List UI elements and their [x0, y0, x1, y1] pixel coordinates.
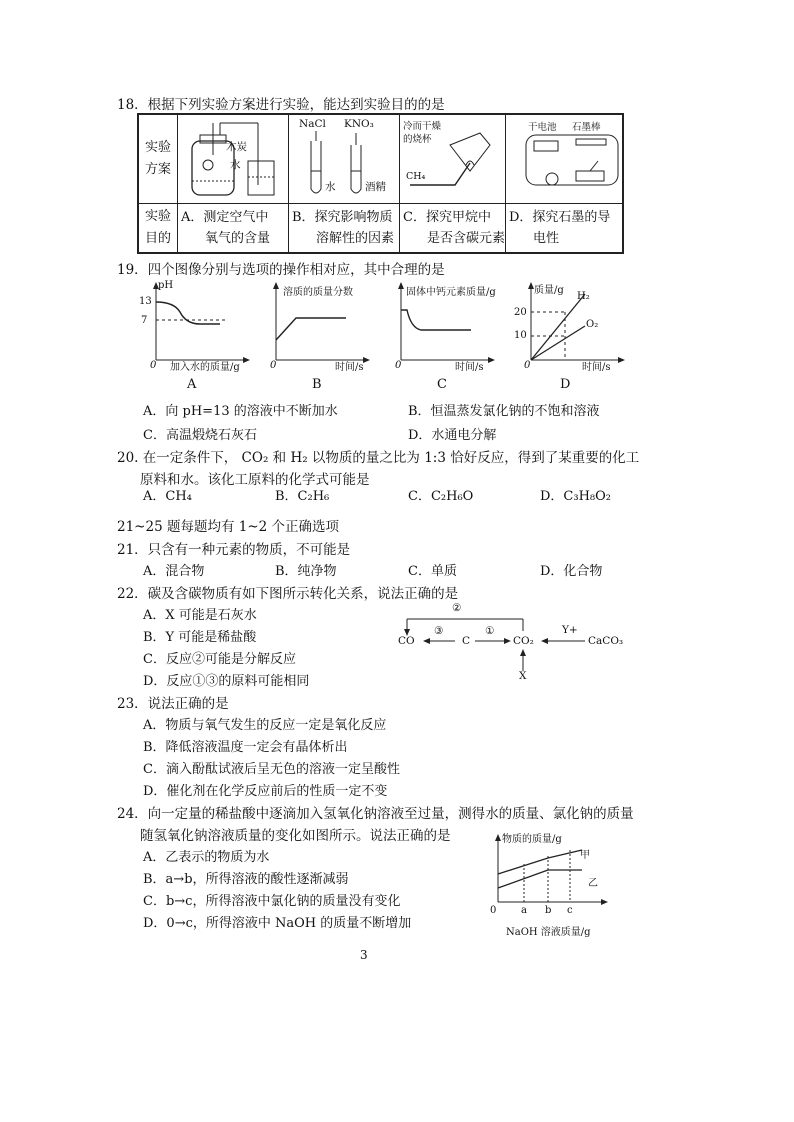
q20-stem-line1: 20. 在一定条件下， CO₂ 和 H₂ 以物质的量之比为 1:3 恰好反应，得到了某重要的化工: [117, 450, 640, 466]
q21-option-c: C．单质: [408, 564, 457, 579]
label-cold-dry-b: 的烧杯: [403, 134, 432, 145]
node-c: C: [462, 635, 471, 647]
q18-pic-b: [289, 114, 400, 204]
q24-chart-xlabel: NaOH 溶液质量/g: [506, 927, 591, 938]
q19-chart-d: [515, 280, 625, 370]
q24-chart-origin: 0: [490, 905, 497, 916]
q24-tick-a: a: [521, 905, 527, 916]
q22-option-d: D．反应①③的原料可能相同: [143, 674, 310, 689]
label-nacl: NaCl: [299, 118, 326, 130]
chart-a-ylabel: pH: [158, 280, 174, 291]
chart-a-y1: 13: [139, 296, 152, 307]
q19-option-c: C．高温煅烧石灰石: [143, 428, 257, 443]
q18-pic-a: [178, 114, 289, 204]
chart-d-y2: 10: [514, 330, 527, 341]
label-water-b: 水: [325, 181, 336, 193]
q24-series-yi: 乙: [588, 878, 598, 889]
chart-c-origin: 0: [395, 360, 402, 371]
q22-option-c: C．反应②可能是分解反应: [143, 652, 296, 667]
q24-tick-b: b: [545, 905, 552, 916]
chart-d-series-h2: H₂: [577, 291, 590, 302]
q18-goal-a: A．测定空气中 氧气的含量: [178, 204, 289, 254]
chart-a-origin: 0: [150, 360, 157, 371]
q23-option-c: C．滴入酚酞试液后呈无色的溶液一定呈酸性: [143, 762, 400, 777]
node-caco3: CaCO₃: [588, 635, 624, 647]
q18-stem: 18．根据下列实验方案进行实验，能达到实验目的的是: [117, 97, 445, 113]
chart-b-ylabel: 溶质的质量分数: [283, 287, 353, 298]
chart-a-y2: 7: [141, 315, 148, 326]
label-graphite: 石墨棒: [572, 122, 601, 133]
q22-option-b: B．Y 可能是稀盐酸: [143, 630, 257, 645]
q23-option-b: B．降低溶液温度一定会有晶体析出: [143, 740, 348, 755]
reaction-1: ①: [485, 625, 495, 637]
q19-stem: 19．四个图像分别与选项的操作相对应，其中合理的是: [117, 262, 445, 278]
chart-c-ylabel: 固体中钙元素质量/g: [406, 287, 496, 298]
q24-chart-ylabel: 物质的质量/g: [502, 834, 562, 845]
q20-stem-line2: 原料和水。该化工原料的化学式可能是: [140, 472, 370, 488]
q22-stem: 22．碳及含碳物质有如下图所示转化关系，说法正确的是: [117, 586, 459, 602]
chart-b-letter: B: [312, 377, 322, 392]
q24-tick-c: c: [567, 905, 573, 916]
q18-pic-d: [506, 114, 624, 204]
q18-pic-c: [400, 114, 506, 204]
reaction-2: ②: [452, 602, 462, 614]
node-y: Y+: [562, 624, 578, 636]
q19-option-a: A．向 pH=13 的溶液中不断加水: [143, 404, 338, 419]
q23-stem: 23．说法正确的是: [117, 696, 229, 712]
chart-b-origin: 0: [270, 360, 277, 371]
q18-table: [137, 113, 624, 254]
label-alcohol: 酒精: [365, 181, 386, 193]
chart-d-ylabel: 质量/g: [534, 285, 564, 296]
chart-a-letter: A: [187, 377, 197, 392]
chart-d-series-o2: O₂: [586, 319, 599, 330]
q21-option-a: A．混合物: [143, 564, 205, 579]
q20-option-c: C．C₂H₆O: [408, 489, 474, 504]
q18-header-plan: 实验 方案: [138, 114, 178, 204]
node-x: X: [519, 670, 527, 682]
label-kno3: KNO₃: [344, 118, 374, 130]
q23-option-a: A．物质与氧气发生的反应一定是氧化反应: [143, 718, 387, 733]
q21-stem: 21．只含有一种元素的物质，不可能是: [117, 542, 351, 558]
q20-option-a: A．CH₄: [143, 489, 192, 504]
q24-option-b: B．a→b，所得溶液的酸性逐渐减弱: [143, 872, 349, 887]
chart-a-xlabel: 加入水的质量/g: [170, 362, 240, 373]
label-cold-dry-a: 冷而干燥: [403, 121, 442, 132]
page-number: 3: [360, 948, 368, 962]
chart-d-xlabel: 时间/s: [582, 362, 611, 373]
q21-option-b: B．纯净物: [275, 564, 337, 579]
q19-option-b: B．恒温蒸发氯化钠的不饱和溶液: [408, 404, 600, 419]
q20-option-b: B．C₂H₆: [275, 489, 330, 504]
q18-header-goal: 实验 目的: [138, 204, 178, 254]
label-water-a: 水: [230, 159, 241, 171]
q24-option-a: A．乙表示的物质为水: [143, 850, 270, 865]
q24-option-d: D．0→c，所得溶液中 NaOH 的质量不断增加: [143, 916, 412, 931]
q18-goal-d: D．探究石墨的导 电性: [506, 204, 624, 254]
chart-b-xlabel: 时间/s: [335, 362, 364, 373]
chart-d-letter: D: [560, 377, 571, 392]
reaction-3: ③: [434, 625, 444, 637]
q19-option-d: D．水通电分解: [408, 428, 497, 443]
q24-option-c: C．b→c，所得溶液中氯化钠的质量没有变化: [143, 894, 401, 909]
q22-option-a: A．X 可能是石灰水: [143, 608, 257, 623]
q24-stem-line1: 24．向一定量的稀盐酸中逐滴加入氢氧化钠溶液至过量，测得水的质量、氯化钠的质量: [117, 806, 634, 822]
q20-option-d: D．C₃H₈O₂: [540, 489, 611, 504]
q24-stem-line2: 随氢氧化钠溶液质量的变化如图所示。说法正确的是: [140, 828, 451, 844]
chart-d-origin: 0: [524, 360, 531, 371]
q21-option-d: D．化合物: [540, 564, 603, 579]
q23-option-d: D．催化剂在化学反应前后的性质一定不变: [143, 784, 388, 799]
label-battery: 干电池: [528, 122, 557, 133]
section-note: 21~25 题每题均有 1~2 个正确选项: [117, 519, 340, 535]
circuit-icon: [506, 115, 628, 203]
q24-series-jia: 甲: [580, 850, 590, 861]
label-charcoal: 木炭: [226, 141, 247, 153]
label-ch4: CH₄: [406, 171, 426, 182]
chart-c-xlabel: 时间/s: [455, 362, 484, 373]
q18-goal-b: B．探究影响物质 溶解性的因素: [289, 204, 400, 254]
chart-d-y1: 20: [514, 307, 527, 318]
q18-goal-c: C．探究甲烷中 是否含碳元素: [400, 204, 506, 254]
node-co2: CO₂: [513, 635, 534, 647]
q19-chart-a: [140, 280, 250, 370]
node-co: CO: [398, 635, 415, 647]
chart-c-letter: C: [437, 377, 447, 392]
